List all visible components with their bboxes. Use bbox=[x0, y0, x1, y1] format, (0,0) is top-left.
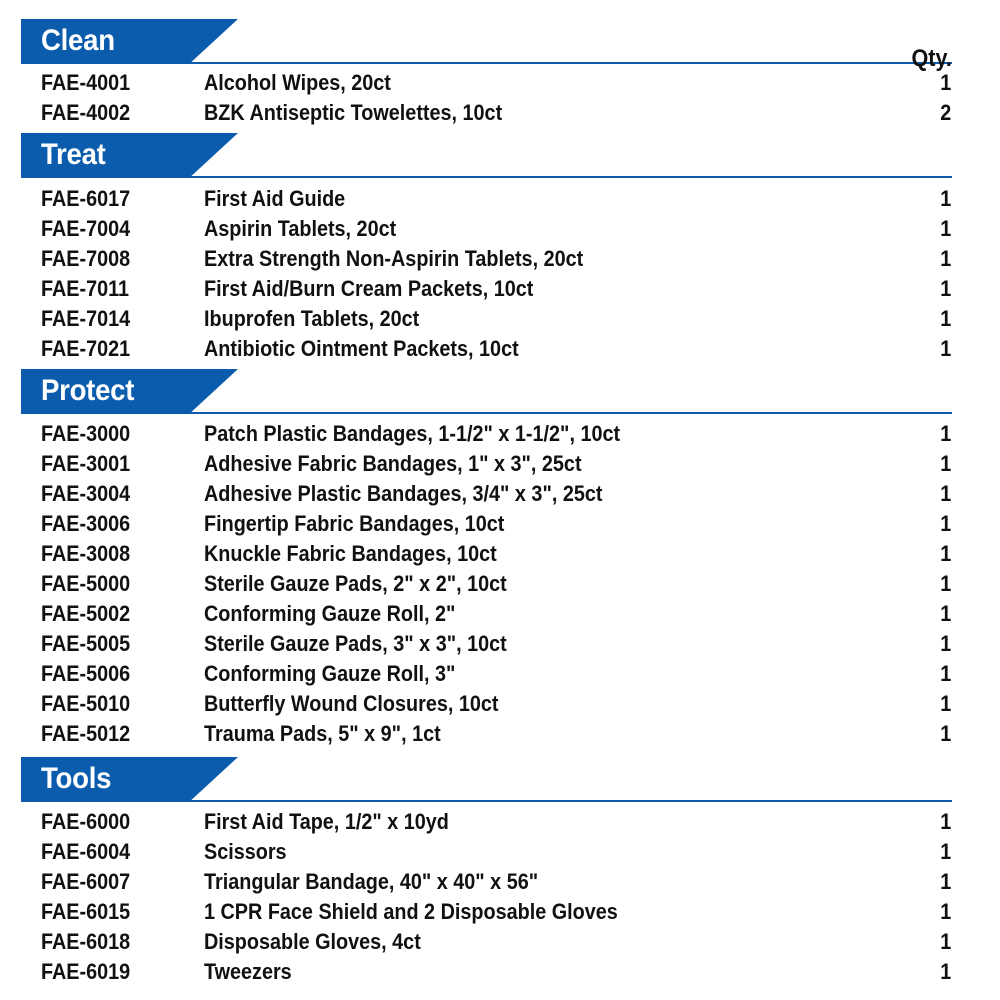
item-qty: 1 bbox=[939, 571, 951, 596]
item-code: FAE-3000 bbox=[41, 421, 131, 446]
item-code: FAE-6019 bbox=[41, 959, 131, 984]
item-code: FAE-7014 bbox=[41, 306, 131, 331]
item-qty: 1 bbox=[939, 691, 951, 716]
item-description: Sterile Gauze Pads, 2" x 2", 10ct bbox=[204, 571, 507, 596]
list-item bbox=[0, 244, 1000, 274]
item-description: Patch Plastic Bandages, 1-1/2" x 1-1/2", 10ct bbox=[204, 421, 621, 446]
item-code: FAE-7011 bbox=[41, 276, 130, 301]
item-qty: 1 bbox=[939, 839, 951, 864]
item-code: FAE-7008 bbox=[41, 246, 131, 271]
list-item bbox=[0, 837, 1000, 867]
section-clean bbox=[0, 19, 1000, 128]
item-code: FAE-4001 bbox=[41, 70, 131, 95]
item-code: FAE-6015 bbox=[41, 899, 131, 924]
item-code: FAE-6018 bbox=[41, 929, 131, 954]
list-item bbox=[0, 479, 1000, 509]
section-rule bbox=[21, 412, 952, 414]
list-item bbox=[0, 184, 1000, 214]
section-protect bbox=[0, 369, 1000, 749]
section-tools bbox=[0, 757, 1000, 987]
item-qty: 1 bbox=[939, 216, 951, 241]
qty-column-header: Qty. bbox=[911, 45, 952, 72]
item-description: First Aid/Burn Cream Packets, 10ct bbox=[204, 276, 534, 301]
item-list bbox=[0, 184, 1000, 364]
list-item bbox=[0, 98, 1000, 128]
item-code: FAE-5006 bbox=[41, 661, 131, 686]
item-description: Knuckle Fabric Bandages, 10ct bbox=[204, 541, 497, 566]
item-code: FAE-3006 bbox=[41, 511, 131, 536]
section-rule bbox=[21, 800, 952, 802]
list-item bbox=[0, 539, 1000, 569]
item-description: Antibiotic Ointment Packets, 10ct bbox=[204, 336, 519, 361]
item-qty: 1 bbox=[939, 541, 951, 566]
item-code: FAE-3001 bbox=[41, 451, 131, 476]
item-qty: 1 bbox=[939, 959, 951, 984]
item-qty: 1 bbox=[939, 481, 951, 506]
list-item bbox=[0, 304, 1000, 334]
item-code: FAE-4002 bbox=[41, 100, 131, 125]
list-item bbox=[0, 569, 1000, 599]
item-description: Fingertip Fabric Bandages, 10ct bbox=[204, 511, 505, 536]
section-title: Clean bbox=[41, 24, 115, 57]
section-banner bbox=[0, 757, 1000, 801]
item-list bbox=[0, 807, 1000, 987]
item-qty: 1 bbox=[939, 511, 951, 536]
list-item bbox=[0, 629, 1000, 659]
item-description: 1 CPR Face Shield and 2 Disposable Gloves bbox=[204, 899, 618, 924]
list-item bbox=[0, 419, 1000, 449]
item-description: Conforming Gauze Roll, 3" bbox=[204, 661, 456, 686]
item-description: Tweezers bbox=[204, 959, 292, 984]
section-rule bbox=[21, 62, 952, 64]
item-description: BZK Antiseptic Towelettes, 10ct bbox=[204, 100, 503, 125]
list-item bbox=[0, 68, 1000, 98]
list-item bbox=[0, 274, 1000, 304]
list-item bbox=[0, 719, 1000, 749]
list-item bbox=[0, 449, 1000, 479]
item-qty: 1 bbox=[939, 929, 951, 954]
list-item bbox=[0, 214, 1000, 244]
list-item bbox=[0, 927, 1000, 957]
list-item bbox=[0, 599, 1000, 629]
list-item bbox=[0, 334, 1000, 364]
item-description: Adhesive Plastic Bandages, 3/4" x 3", 25ct bbox=[204, 481, 603, 506]
item-code: FAE-5010 bbox=[41, 691, 131, 716]
section-banner bbox=[0, 133, 1000, 177]
item-code: FAE-5005 bbox=[41, 631, 131, 656]
list-item bbox=[0, 659, 1000, 689]
section-title: Protect bbox=[41, 374, 135, 407]
list-item bbox=[0, 957, 1000, 987]
item-qty: 2 bbox=[939, 100, 951, 125]
item-description: Butterfly Wound Closures, 10ct bbox=[204, 691, 499, 716]
item-list bbox=[0, 419, 1000, 749]
item-qty: 1 bbox=[939, 451, 951, 476]
list-item bbox=[0, 867, 1000, 897]
item-qty: 1 bbox=[939, 809, 951, 834]
item-qty: 1 bbox=[939, 899, 951, 924]
item-code: FAE-6017 bbox=[41, 186, 131, 211]
item-description: First Aid Tape, 1/2" x 10yd bbox=[204, 809, 449, 834]
list-item bbox=[0, 807, 1000, 837]
item-qty: 1 bbox=[939, 70, 951, 95]
item-qty: 1 bbox=[939, 421, 951, 446]
item-code: FAE-5002 bbox=[41, 601, 131, 626]
item-description: Sterile Gauze Pads, 3" x 3", 10ct bbox=[204, 631, 507, 656]
item-description: Scissors bbox=[204, 839, 287, 864]
item-description: Conforming Gauze Roll, 2" bbox=[204, 601, 456, 626]
item-description: Aspirin Tablets, 20ct bbox=[204, 216, 397, 241]
item-code: FAE-3008 bbox=[41, 541, 131, 566]
item-description: Extra Strength Non-Aspirin Tablets, 20ct bbox=[204, 246, 584, 271]
section-title: Tools bbox=[41, 762, 112, 795]
item-qty: 1 bbox=[939, 336, 951, 361]
item-qty: 1 bbox=[939, 246, 951, 271]
item-code: FAE-3004 bbox=[41, 481, 131, 506]
item-code: FAE-6004 bbox=[41, 839, 131, 864]
item-qty: 1 bbox=[939, 186, 951, 211]
item-description: Alcohol Wipes, 20ct bbox=[204, 70, 391, 95]
item-description: First Aid Guide bbox=[204, 186, 346, 211]
item-qty: 1 bbox=[939, 306, 951, 331]
item-code: FAE-7021 bbox=[41, 336, 131, 361]
section-banner bbox=[0, 369, 1000, 413]
section-rule bbox=[21, 176, 952, 178]
section-treat bbox=[0, 133, 1000, 364]
item-description: Triangular Bandage, 40" x 40" x 56" bbox=[204, 869, 539, 894]
section-banner bbox=[0, 19, 1000, 72]
list-item bbox=[0, 897, 1000, 927]
item-qty: 1 bbox=[939, 869, 951, 894]
list-item bbox=[0, 689, 1000, 719]
item-code: FAE-7004 bbox=[41, 216, 131, 241]
item-code: FAE-5012 bbox=[41, 721, 131, 746]
section-title: Treat bbox=[41, 138, 106, 171]
item-description: Ibuprofen Tablets, 20ct bbox=[204, 306, 420, 331]
item-qty: 1 bbox=[939, 661, 951, 686]
item-qty: 1 bbox=[939, 276, 951, 301]
list-item bbox=[0, 509, 1000, 539]
item-code: FAE-6007 bbox=[41, 869, 131, 894]
item-code: FAE-5000 bbox=[41, 571, 131, 596]
item-code: FAE-6000 bbox=[41, 809, 131, 834]
item-description: Adhesive Fabric Bandages, 1" x 3", 25ct bbox=[204, 451, 582, 476]
item-description: Trauma Pads, 5" x 9", 1ct bbox=[204, 721, 441, 746]
item-qty: 1 bbox=[939, 721, 951, 746]
item-qty: 1 bbox=[939, 601, 951, 626]
item-qty: 1 bbox=[939, 631, 951, 656]
item-description: Disposable Gloves, 4ct bbox=[204, 929, 421, 954]
item-list bbox=[0, 68, 1000, 128]
